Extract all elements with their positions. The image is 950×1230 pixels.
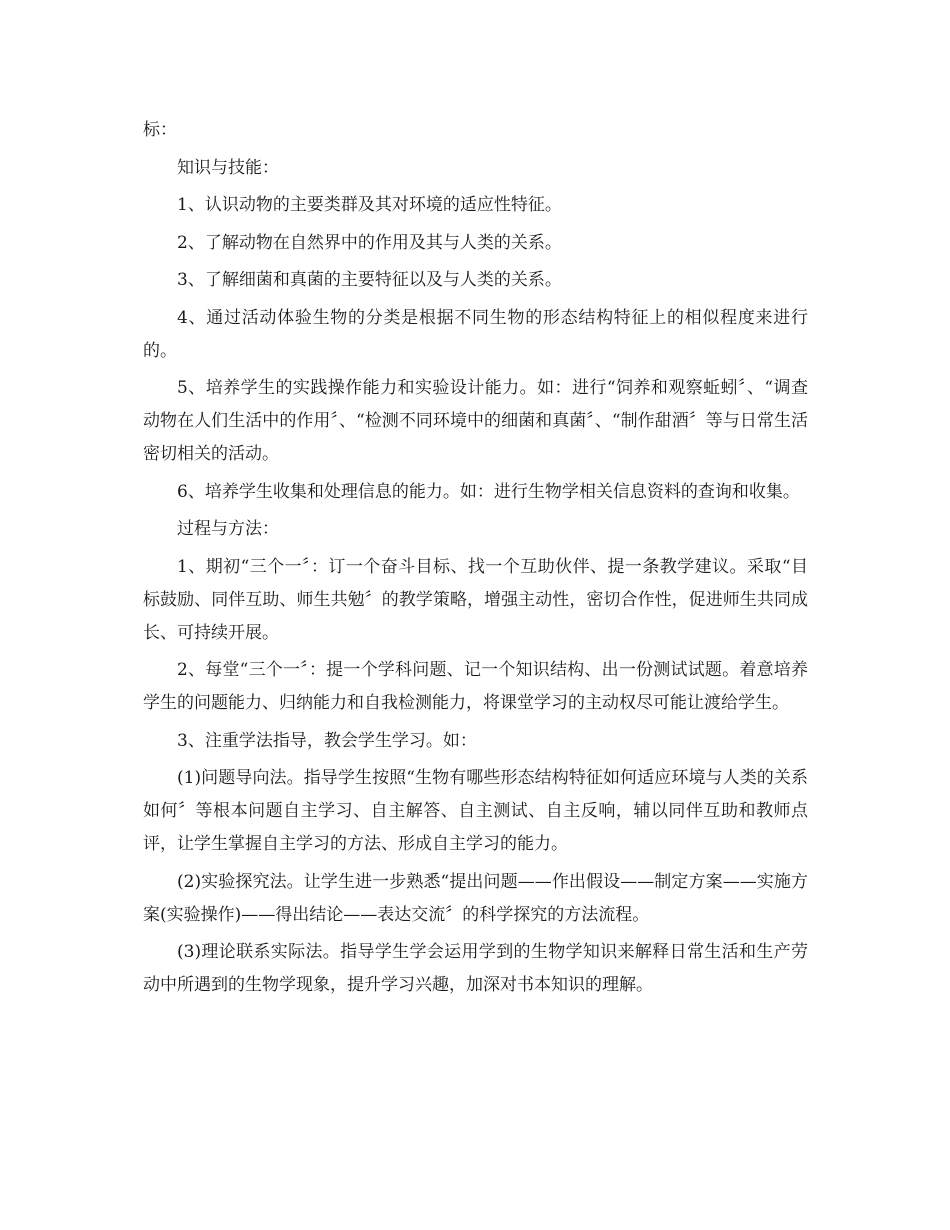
paragraph-method-theory-practice: (3)理论联系实际法。指导学生学会运用学到的生物学知识来解释日常生活和生产劳动中所遇到的生物学现象，提升学习兴趣，加深对书本知识的理解。 (143, 942, 808, 995)
paragraph-knowledge-item-4: 4、通过活动体验生物的分类是根据不同生物的形态结构特征上的相似程度来进行的。 (143, 307, 808, 361)
paragraph-knowledge-item-6: 6、培养学生收集和处理信息的能力。如：进行生物学相关信息资料的查询和收集。 (177, 481, 800, 502)
paragraph-method-experiment-inquiry: (2)实验探究法。让学生进一步熟悉“提出问题——作出假设——制定方案——实施方案(实验操作)——得出结论——表达交流〞的科学探究的方法流程。 (143, 871, 808, 925)
paragraph-process-item-2: 2、每堂“三个一〞：提一个学科问题、记一个知识结构、出一份测试试题。着意培养学生的问题能力、归纳能力和自我检测能力，将课堂学习的主动权尽可能让渡给学生。 (143, 660, 808, 713)
paragraph-knowledge-item-1: 1、认识动物的主要类群及其对环境的适应性特征。 (177, 195, 562, 215)
paragraph-section-knowledge-skills: 知识与技能： (177, 157, 279, 178)
paragraph-process-item-1: 1、期初“三个一〞：订一个奋斗目标、找一个互助伙伴、提一条教学建议。采取“目标鼓励、同伴互助、师生共勉〞的教学策略，增强主动性，密切合作性，促进师生共同成长、可持续开展。 (143, 556, 808, 643)
paragraph-heading-continuation: 标： (143, 120, 177, 140)
document-body (143, 114, 808, 1007)
paragraph-method-problem-oriented: (1)问题导向法。指导学生按照“生物有哪些形态结构特征如何适应环境与人类的关系如何〞等根本问题自主学习、自主解答、自主测试、自主反响，辅以同伴互助和教师点评，让学生掌握自主学习的方法、形成自主学习的能力。 (143, 768, 808, 854)
paragraph-process-item-3: 3、注重学法指导，教会学生学习。如： (177, 730, 477, 751)
paragraph-section-process-methods: 过程与方法： (177, 519, 279, 539)
paragraph-knowledge-item-2: 2、了解动物在自然界中的作用及其与人类的关系。 (177, 232, 562, 253)
paragraph-knowledge-item-5: 5、培养学生的实践操作能力和实验设计能力。如：进行“饲养和观察蚯蚓〞、“调查动物在人们生活中的作用〞、“检测不同环境中的细菌和真菌〞、“制作甜酒〞等与日常生活密切相关的活动。 (143, 378, 808, 464)
paragraph-knowledge-item-3: 3、了解细菌和真菌的主要特征以及与人类的关系。 (177, 270, 562, 290)
